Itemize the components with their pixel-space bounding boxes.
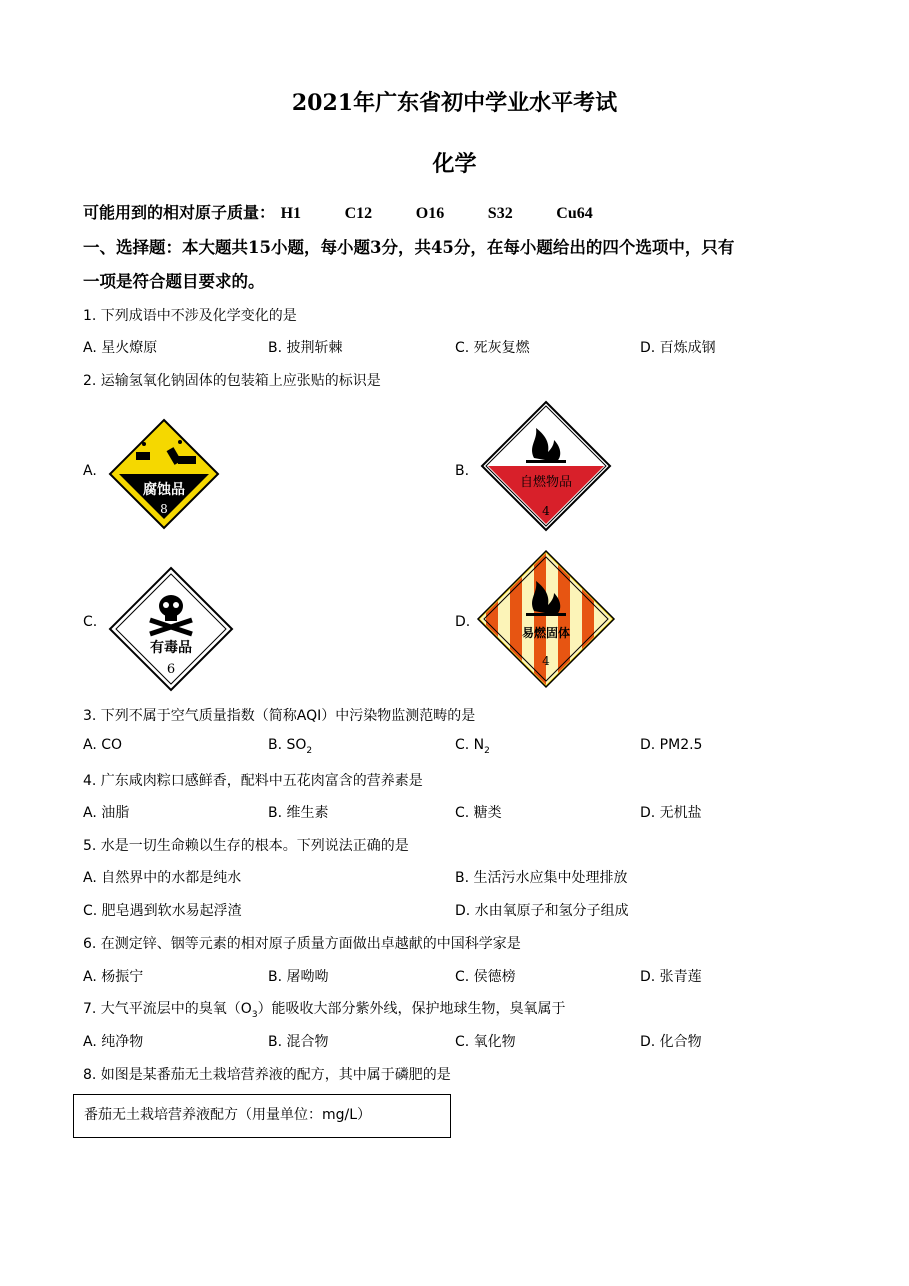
question-4-stem: 4. 广东咸肉粽口感鲜香，配料中五花肉富含的营养素是 xyxy=(83,773,423,789)
q6-option-c: C. 侯德榜 xyxy=(455,969,516,985)
spontaneous-combustion-sign-text: 自燃物品 xyxy=(519,475,573,490)
q3-option-c: C. $N_2$ xyxy=(455,737,490,756)
q5-option-d: D. 水由氧原子和氢分子组成 xyxy=(455,903,629,919)
q7-option-c: C. 氧化物 xyxy=(455,1034,516,1050)
q4-option-a: A. 油脂 xyxy=(83,805,130,821)
toxic-sign-text: 有毒品 xyxy=(150,640,192,656)
question-5-stem: 5. 水是一切生命赖以生存的根本。下列说法正确的是 xyxy=(83,838,409,854)
question-2-stem: 2. 运输氢氧化钠固体的包装箱上应张贴的标识是 xyxy=(83,373,381,389)
atomic-mass-h: H1 xyxy=(280,205,302,222)
q2-option-b: B. xyxy=(455,463,470,479)
q4-option-b: B. 维生素 xyxy=(268,805,329,821)
so2-subscript: 2 xyxy=(306,745,313,756)
q5-option-c: C. 肥皂遇到软水易起浮渣 xyxy=(83,903,242,919)
toxic-sign-icon xyxy=(108,566,234,692)
q7-option-a: A. 纯净物 xyxy=(83,1034,144,1050)
atomic-mass-s: S32 xyxy=(487,205,513,222)
q6-option-a: A. 杨振宁 xyxy=(83,969,144,985)
q7-option-d: D. 化合物 xyxy=(640,1034,702,1050)
toxic-sign-number: 6 xyxy=(166,662,176,677)
atomic-masses-line xyxy=(83,200,631,223)
q3-option-d: D. PM2.5 xyxy=(640,737,703,753)
q1-option-d: D. 百炼成钢 xyxy=(640,340,716,356)
n2-subscript: 2 xyxy=(484,745,490,756)
q1-option-c: C. 死灰复燃 xyxy=(455,340,530,356)
question-6-stem: 6. 在测定锌、铟等元素的相对原子质量方面做出卓越献的中国科学家是 xyxy=(83,936,521,952)
flammable-solid-sign-text: 易燃固体 xyxy=(521,626,571,640)
q7-option-b: B. 混合物 xyxy=(268,1034,329,1050)
subject-title: 化学 xyxy=(432,151,477,177)
o3-subscript: 3 xyxy=(251,1009,258,1020)
q2-option-c: C. xyxy=(83,614,98,630)
q6-option-b: B. 屠呦呦 xyxy=(268,969,329,985)
question-1-stem: 1. 下列成语中不涉及化学变化的是 xyxy=(83,308,297,324)
corrosive-sign-icon xyxy=(108,418,220,530)
atomic-mass-cu: Cu64 xyxy=(556,205,593,222)
flammable-solid-sign-icon xyxy=(476,549,616,689)
question-7-stem: 7. 大气平流层中的臭氧$(O_3)$能吸收大部分紫外线，保护地球生物，臭氧属于 xyxy=(83,1001,566,1020)
q4-option-c: C. 糖类 xyxy=(455,805,502,821)
q1-option-b: B. 披荆斩棘 xyxy=(268,340,343,356)
q5-option-a: A. 自然界中的水都是纯水 xyxy=(83,870,242,886)
q5-option-b: B. 生活污水应集中处理排放 xyxy=(455,870,628,886)
corrosive-sign-text: 腐蚀品 xyxy=(143,482,185,498)
section-heading-line2: 一项是符合题目要求的。 xyxy=(83,272,265,291)
exam-title: 2021年广东省初中学业水平考试 xyxy=(291,90,618,116)
q2-option-d: D. xyxy=(455,614,471,630)
q3-option-b: B. $SO_2$ xyxy=(268,737,313,756)
q1-option-a: A. 星火燎原 xyxy=(83,340,158,356)
flammable-solid-sign-number: 4 xyxy=(542,654,550,668)
atomic-masses-label: 可能用到的相对原子质量： xyxy=(83,203,276,222)
question-8-stem: 8. 如图是某番茄无土栽培营养液的配方，其中属于磷肥的是 xyxy=(83,1067,451,1083)
nutrient-formula-table xyxy=(73,1094,451,1138)
q3-option-a: A. CO xyxy=(83,737,123,753)
q4-option-d: D. 无机盐 xyxy=(640,805,702,821)
section-heading-line1: 一、选择题：本大题共15小题，每小题3分，共45分，在每小题给出的四个选项中，只有 xyxy=(83,238,735,257)
spontaneous-combustion-sign-icon xyxy=(480,400,612,532)
spontaneous-combustion-sign-number: 4 xyxy=(542,504,550,518)
nutrient-formula-caption: 番茄无土栽培营养液配方（用量单位：mg/L） xyxy=(84,1107,372,1123)
atomic-mass-c: C12 xyxy=(344,205,373,222)
q6-option-d: D. 张青莲 xyxy=(640,969,702,985)
corrosive-sign-number: 8 xyxy=(160,502,168,516)
question-3-stem: 3. 下列不属于空气质量指数（简称AQI）中污染物监测范畴的是 xyxy=(83,708,476,724)
q2-option-a: A. xyxy=(83,463,97,479)
atomic-mass-o: O16 xyxy=(415,205,445,222)
